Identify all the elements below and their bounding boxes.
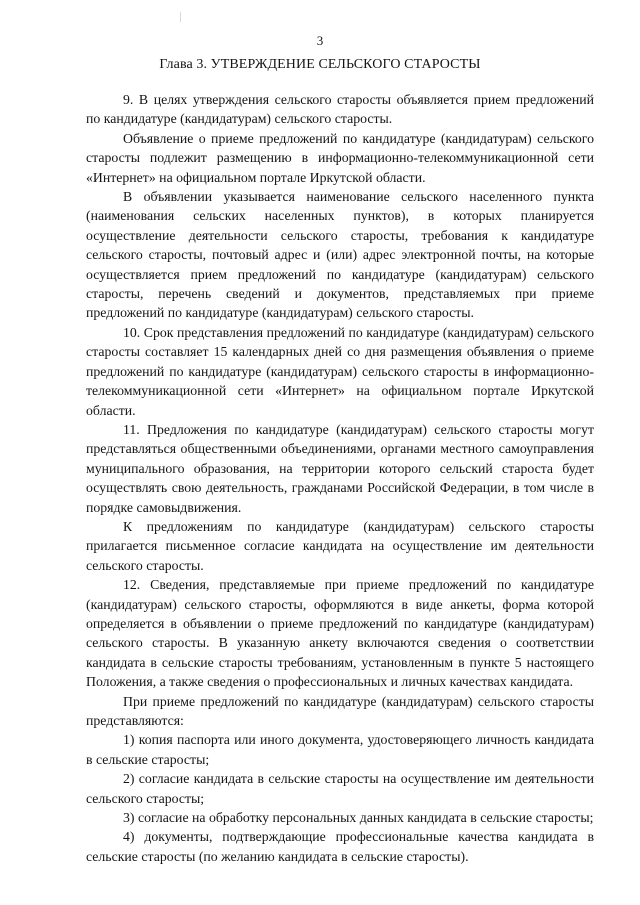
paragraph-announcement: Объявление о приеме предложений по кандидатуре (кандидатурам) сельского старосты подлежит размещению в информационно-телекоммуникационной сети «Интернет» на официальном портале Иркутской области.	[86, 130, 594, 185]
list-item-3: 3) согласие на обработку персональных данных кандидата в сельские старосты;	[123, 810, 594, 826]
list-item-4: 4) документы, подтверждающие профессиональные качества кандидата в сельские старосты (по желанию кандидата в сельские старосты).	[86, 829, 594, 864]
paragraph-consent: К предложениям по кандидатуре (кандидатурам) сельского старосты прилагается письменное согласие кандидата на осуществление им деятельности сельского старосты.	[86, 518, 594, 573]
list-item-1: 1) копия паспорта или иного документа, удостоверяющего личность кандидата в сельские старосты;	[86, 732, 594, 767]
paragraph-11: 11. Предложения по кандидатуре (кандидатурам) сельского старосты могут представляться общественными объединениями, органами местного самоуправления муниципального образования, на территории которого сельский староста будет осуществлять свою деятельность, гражданами Российской Федерации, в том числе в порядке самовыдвижения.	[86, 421, 594, 515]
list-item-2: 2) согласие кандидата в сельские старосты на осуществление им деятельности сельского старосты;	[86, 771, 594, 806]
chapter-title: Глава 3. УТВЕРЖДЕНИЕ СЕЛЬСКОГО СТАРОСТЫ	[159, 57, 481, 72]
document-body	[86, 90, 594, 866]
paragraph-documents-intro: При приеме предложений по кандидатуре (кандидатурам) сельского старосты представляются:	[86, 693, 594, 728]
paragraph-12: 12. Сведения, представляемые при приеме предложений по кандидатуре (кандидатурам) сельского старосты, оформляются в виде анкеты, форма которой определяется в объявлении о приеме предложений по кандидатуре (кандидатурам) сельского старосты. В указанную анкету включаются сведения о соответствии кандидата в сельские старосты требованиям, установленным в пункте 5 настоящего Положения, а также сведения о профессиональных и личных качествах кандидата.	[86, 577, 594, 690]
scan-artifact-mark	[180, 12, 181, 22]
page-number: 3	[316, 33, 324, 48]
paragraph-announcement-contents: В объявлении указывается наименование сельского населенного пункта (наименования сельских населенных пунктов), в которых планируется осуществление деятельности сельского старосты, требования к кандидатуре сельского старосты, почтовый адрес и (или) адрес электронной почты, на которые осуществляется прием предложений по кандидатуре (кандидатурам) сельского старосты, перечень сведений и документов, представляемых при приеме предложений по кандидатуре (кандидатурам) сельского старосты.	[86, 189, 594, 321]
paragraph-10: 10. Срок представления предложений по кандидатуре (кандидатурам) сельского старосты составляет 15 календарных дней со дня размещения объявления о приеме предложений по кандидатуре (кандидатурам) сельского старосты в информационно-телекоммуникационной сети «Интернет» на официальном портале Иркутской области.	[86, 324, 594, 418]
paragraph-9: 9. В целях утверждения сельского старосты объявляется прием предложений по кандидатуре (кандидатурам) сельского старосты.	[86, 92, 594, 127]
